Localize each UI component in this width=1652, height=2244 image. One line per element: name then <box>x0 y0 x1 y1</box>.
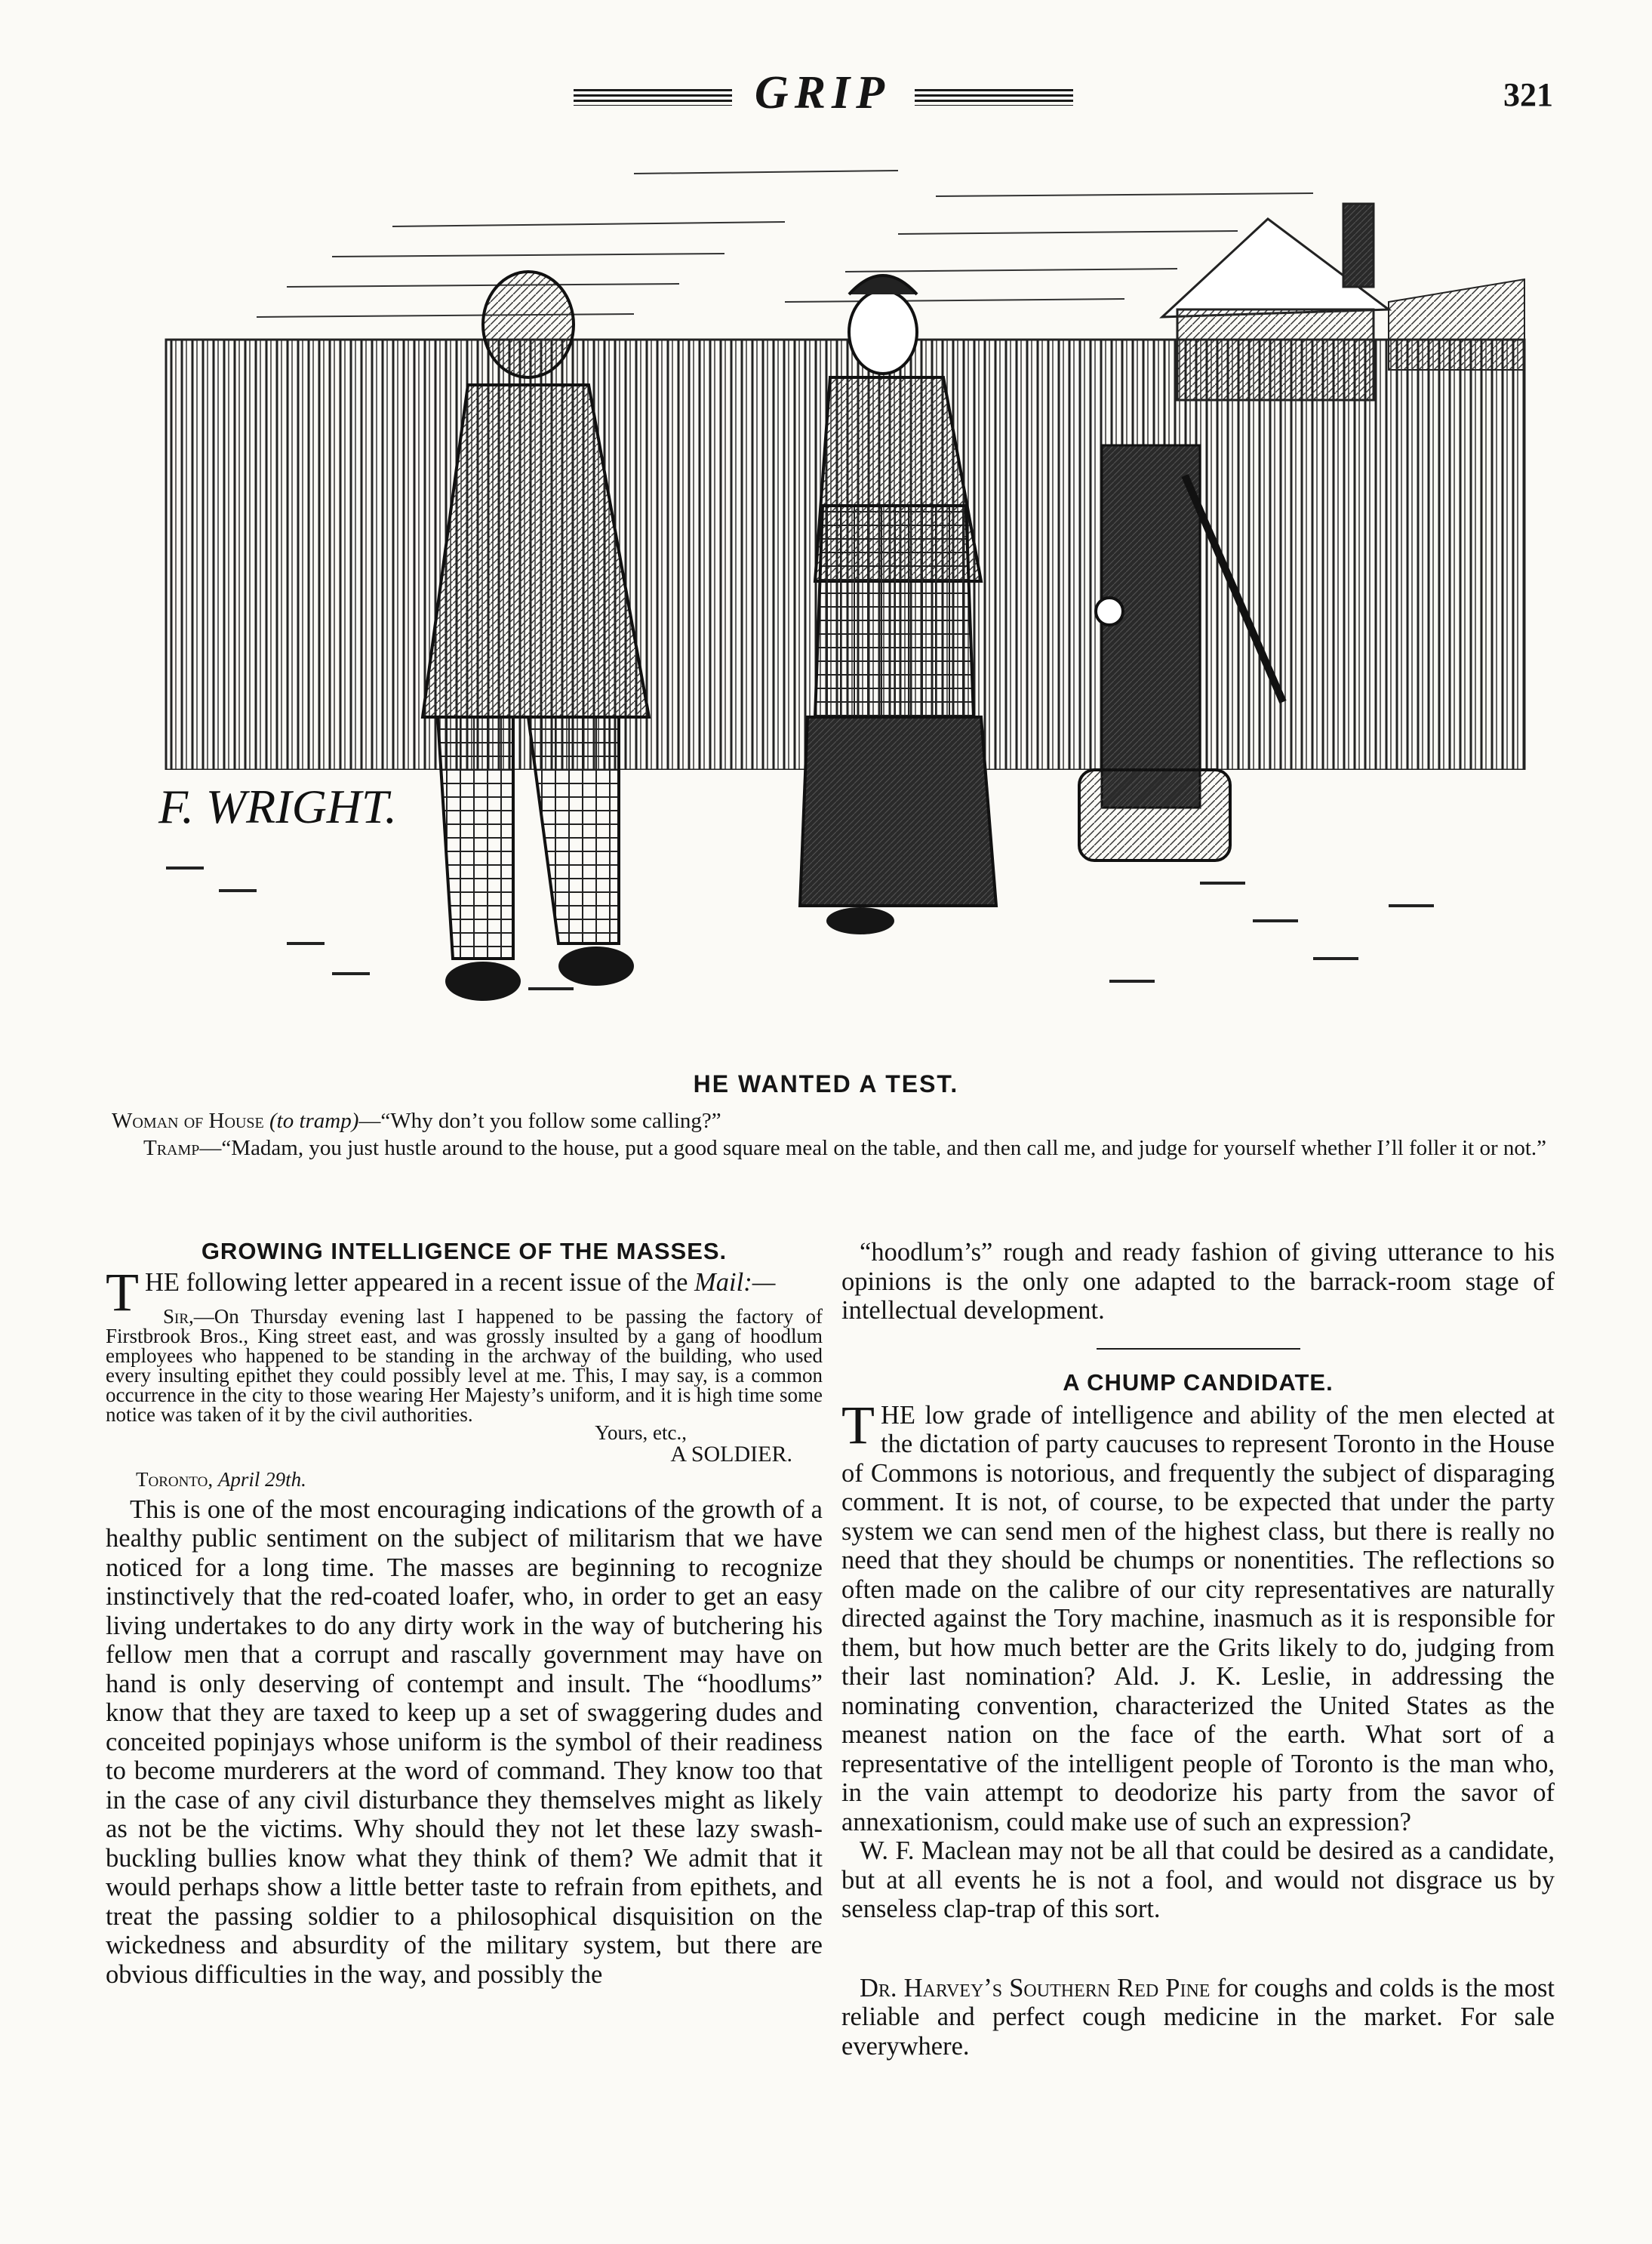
advertisement <box>841 1974 1555 2061</box>
sky-hatching <box>257 171 1313 317</box>
chump-dropcap: T <box>841 1394 875 1455</box>
woman-stage-direction: (to tramp) <box>269 1109 359 1133</box>
ad-text: for coughs and colds is the most reliable and perfect cough medicine in the market. For sale everywhere. <box>841 1973 1555 2061</box>
tramp-speaker: Tramp <box>143 1136 200 1160</box>
letter-closing: Yours, etc., <box>595 1421 687 1444</box>
chump-paragraph-2: W. F. Maclean may not be all that could be desired as a candidate, but at all events he is not a fool, and would not disgrace us by senseless clap-trap of this sort. <box>841 1836 1555 1923</box>
article-heading-chump: A CHUMP CANDIDATE. <box>1063 1368 1334 1396</box>
woman-dialogue <box>112 1108 1614 1134</box>
woman-speaker: Woman of House <box>112 1109 264 1133</box>
intro-dropcap: T <box>106 1262 139 1322</box>
woman-line: —“Why don’t you follow some calling?” <box>358 1109 721 1133</box>
chump-paragraph-1 <box>841 1394 1555 1837</box>
letter-date: April 29th. <box>217 1467 306 1491</box>
masthead-rule-left <box>574 89 732 106</box>
masthead-rule-right <box>915 89 1073 106</box>
cartoon-illustration <box>106 143 1540 1060</box>
artist-signature: F. WRIGHT. <box>158 780 397 833</box>
letter-body <box>106 1304 823 1426</box>
article-heading-masses: GROWING INTELLIGENCE OF THE MASSES. <box>201 1238 728 1264</box>
letter-signature: A SOLDIER. <box>670 1441 792 1467</box>
tramp-dialogue <box>143 1135 1623 1161</box>
tramp-line: —“Madam, you just hustle around to the house, put a good square meal on the table, and then call me, and judge for yourself whether I’ll foller it or not.” <box>199 1136 1547 1160</box>
masthead-title: GRIP <box>754 67 891 119</box>
letter-dateline <box>106 1467 823 1491</box>
article-continuation: “hoodlum’s” rough and ready fashion of giving utterance to his opinions is the only one adapted to the barrack-room stage of intellectual development. <box>841 1238 1555 1325</box>
masthead <box>0 66 1652 127</box>
left-column <box>106 1238 823 1989</box>
ad-product-name: Dr. Harvey’s Southern Red Pine <box>860 1973 1211 2002</box>
intro-newspaper-name: Mail:— <box>694 1268 776 1297</box>
chump-text-1: HE low grade of intelligence and ability of the men elected at the dictation of party caucuses to represent Toronto in the House of Commons is notorious, and frequently the subject of disparaging comment. It is not, of course, to be expected that under the party system we can send men of the highest class, but there is really no need that they should be chumps or nonentities. The reflections so often made on the calibre of our city representatives are naturally directed against the Tory machine, inasmuch as it is responsible for them, but how much better are the Grits likely to do, judging from their last nomination? Ald. J. K. Leslie, in addressing the nominating convention, characterized the United States as the meanest nation on the face of the earth. What sort of a representative of the intelligent people of Toronto is the man who, in the vain attempt to deodorize his party from the savor of annexationism, could make use of such an expression? <box>841 1400 1555 1836</box>
right-column <box>841 1238 1555 2061</box>
article-commentary: This is one of the most encouraging indications of the growth of a healthy public sentiment on the subject of militarism that we have noticed for a long time. The masses are beginning to recognize instinctively that the red-coated loafer, who, in order to get an easy living undertakes to do any dirty work in the way of butchering his fellow men that a corrupt and rascally government may have on hand is only deserving of contempt and insult. The “hoodlums” know that they are taxed to keep up a set of swaggering dudes and conceited popinjays whose uniform is the symbol of their readiness to become murderers at the word of command. They know too that in the case of any civil disturbance they themselves might as likely as not be the victims. Why should they not let these lazy swash-buckling bullies know what they think of them? We admit that it would perhaps show a little better taste to refrain from epithets, and treat the passing soldier to a philosophical disquisition on the wickedness and absurdity of the military system, but there are obvious difficulties in the way, and possibly the <box>106 1494 823 1989</box>
letter-text: —On Thursday evening last I happened to be passing the factory of Firstbrook Bros., King street east, and was grossly insulted by a gang of hoodlum employees who happened to be standing in the archway of the building, who used every insulting epithet they could possibly level at me. This, I may say, is a common occurrence in the city to those wearing Her Majesty’s uniform, and it is high time some notice was taken of it by the civil authorities. <box>106 1304 823 1426</box>
page-number: 321 <box>1503 76 1553 113</box>
letter-place: Toronto, <box>136 1467 214 1491</box>
cartoon-caption-title: HE WANTED A TEST. <box>693 1070 959 1097</box>
letter-salutation: Sir, <box>162 1304 194 1328</box>
section-divider <box>1097 1348 1300 1350</box>
intro-text: HE following letter appeared in a recent issue of the <box>144 1268 688 1297</box>
